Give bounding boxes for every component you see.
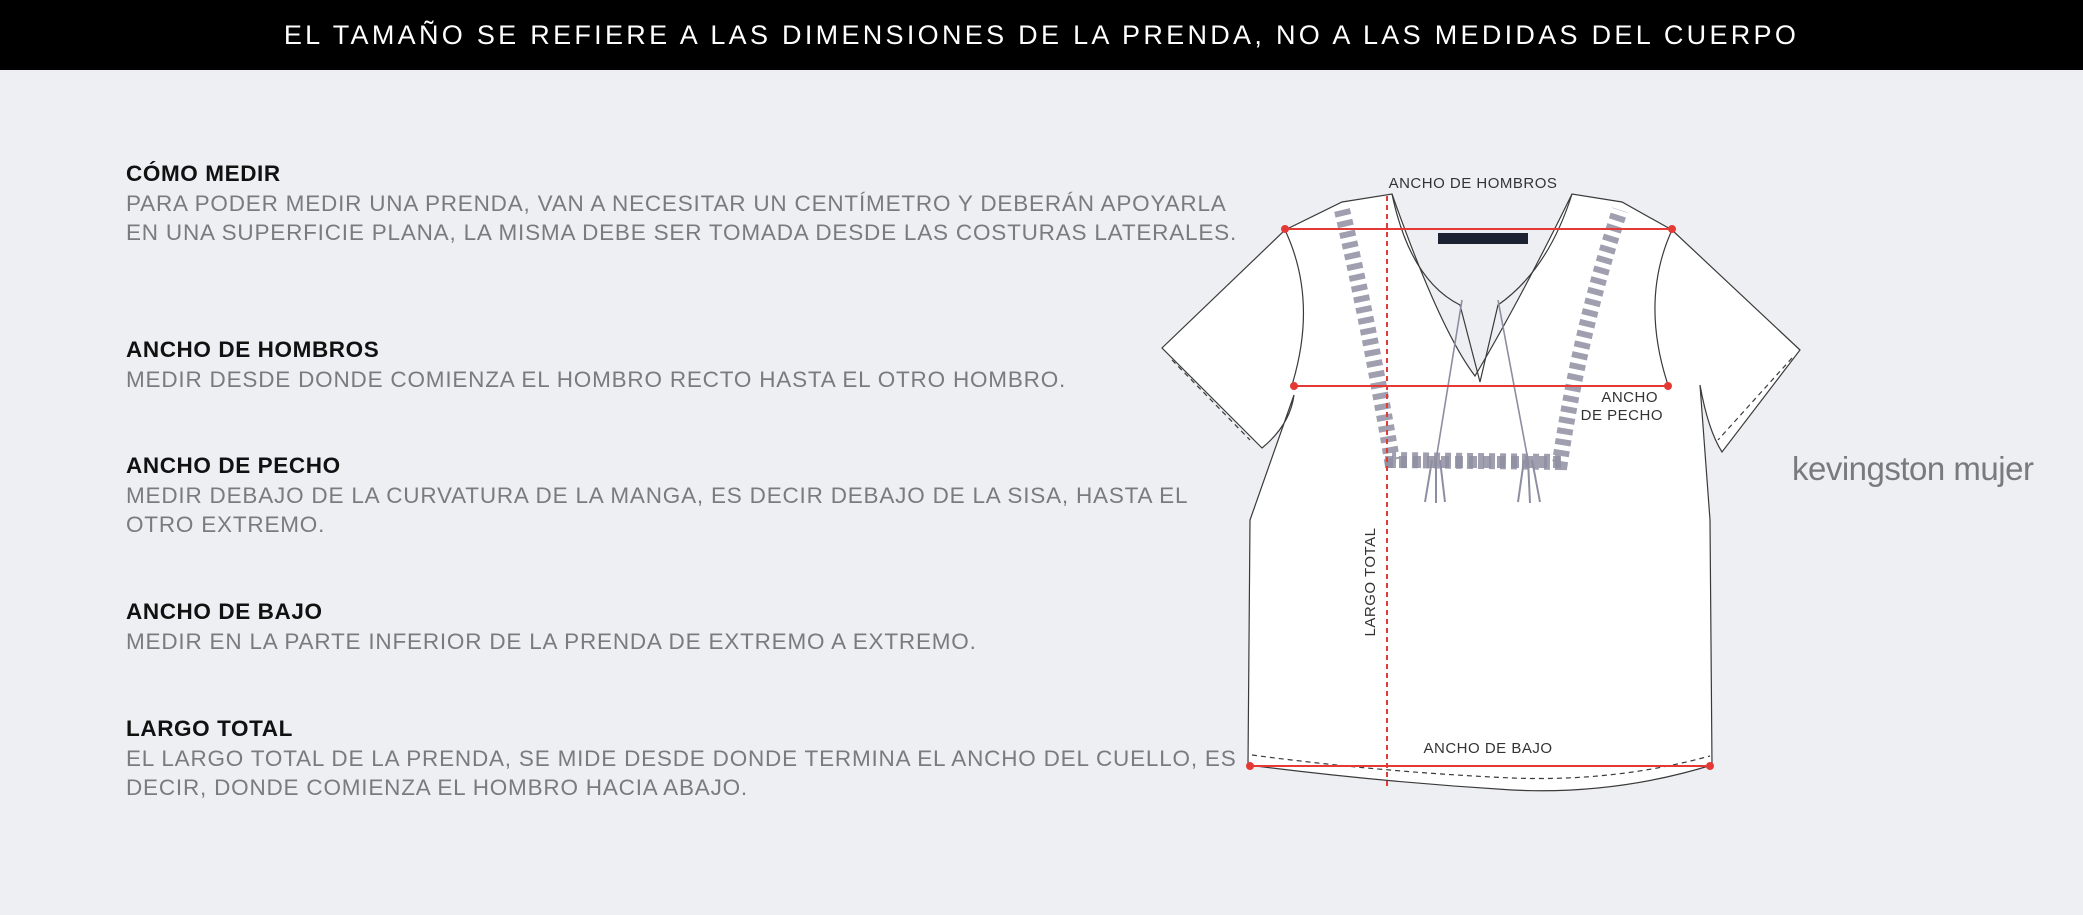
section-text-line: DECIR, DONDE COMIENZA EL HOMBRO HACIA ABAJO. <box>126 775 748 800</box>
size-disclaimer-banner: EL TAMAÑO SE REFIERE A LAS DIMENSIONES DE LA PRENDA, NO A LAS MEDIDAS DEL CUERPO <box>0 0 2083 70</box>
section-text-line: MEDIR DESDE DONDE COMIENZA EL HOMBRO RECTO HASTA EL OTRO HOMBRO. <box>126 367 1067 392</box>
label-chest-width-line2: DE PECHO <box>1580 407 1663 424</box>
section-title: LARGO TOTAL <box>126 716 294 741</box>
section-text-line: OTRO EXTREMO. <box>126 512 326 537</box>
blouse-outline <box>1162 194 1800 791</box>
section-text-line: EN UNA SUPERFICIE PLANA, LA MISMA DEBE SER TOMADA DESDE LAS COSTURAS LATERALES. <box>126 220 1238 245</box>
garment-tag <box>1438 233 1528 244</box>
section-text-line: MEDIR DEBAJO DE LA CURVATURA DE LA MANGA, ES DECIR DEBAJO DE LA SISA, HASTA EL <box>126 483 1189 508</box>
section-text-line: MEDIR EN LA PARTE INFERIOR DE LA PRENDA DE EXTREMO A EXTREMO. <box>126 629 977 654</box>
section-title: ANCHO DE BAJO <box>126 599 323 624</box>
section-text-line: PARA PODER MEDIR UNA PRENDA, VAN A NECESITAR UN CENTÍMETRO Y DEBERÁN APOYARLA <box>126 191 1227 216</box>
label-total-length: LARGO TOTAL <box>1362 527 1379 637</box>
section-title: ANCHO DE HOMBROS <box>126 337 380 362</box>
brand-logo: kevingston mujer <box>1792 450 2034 487</box>
section-title: ANCHO DE PECHO <box>126 453 341 478</box>
section-title: CÓMO MEDIR <box>126 161 281 186</box>
label-chest-width-line1: ANCHO <box>1601 389 1658 406</box>
section-text-line: EL LARGO TOTAL DE LA PRENDA, SE MIDE DESDE DONDE TERMINA EL ANCHO DEL CUELLO, ES <box>126 746 1237 771</box>
label-hem-width: ANCHO DE BAJO <box>1423 740 1553 757</box>
label-shoulder-width: ANCHO DE HOMBROS <box>1388 175 1558 192</box>
